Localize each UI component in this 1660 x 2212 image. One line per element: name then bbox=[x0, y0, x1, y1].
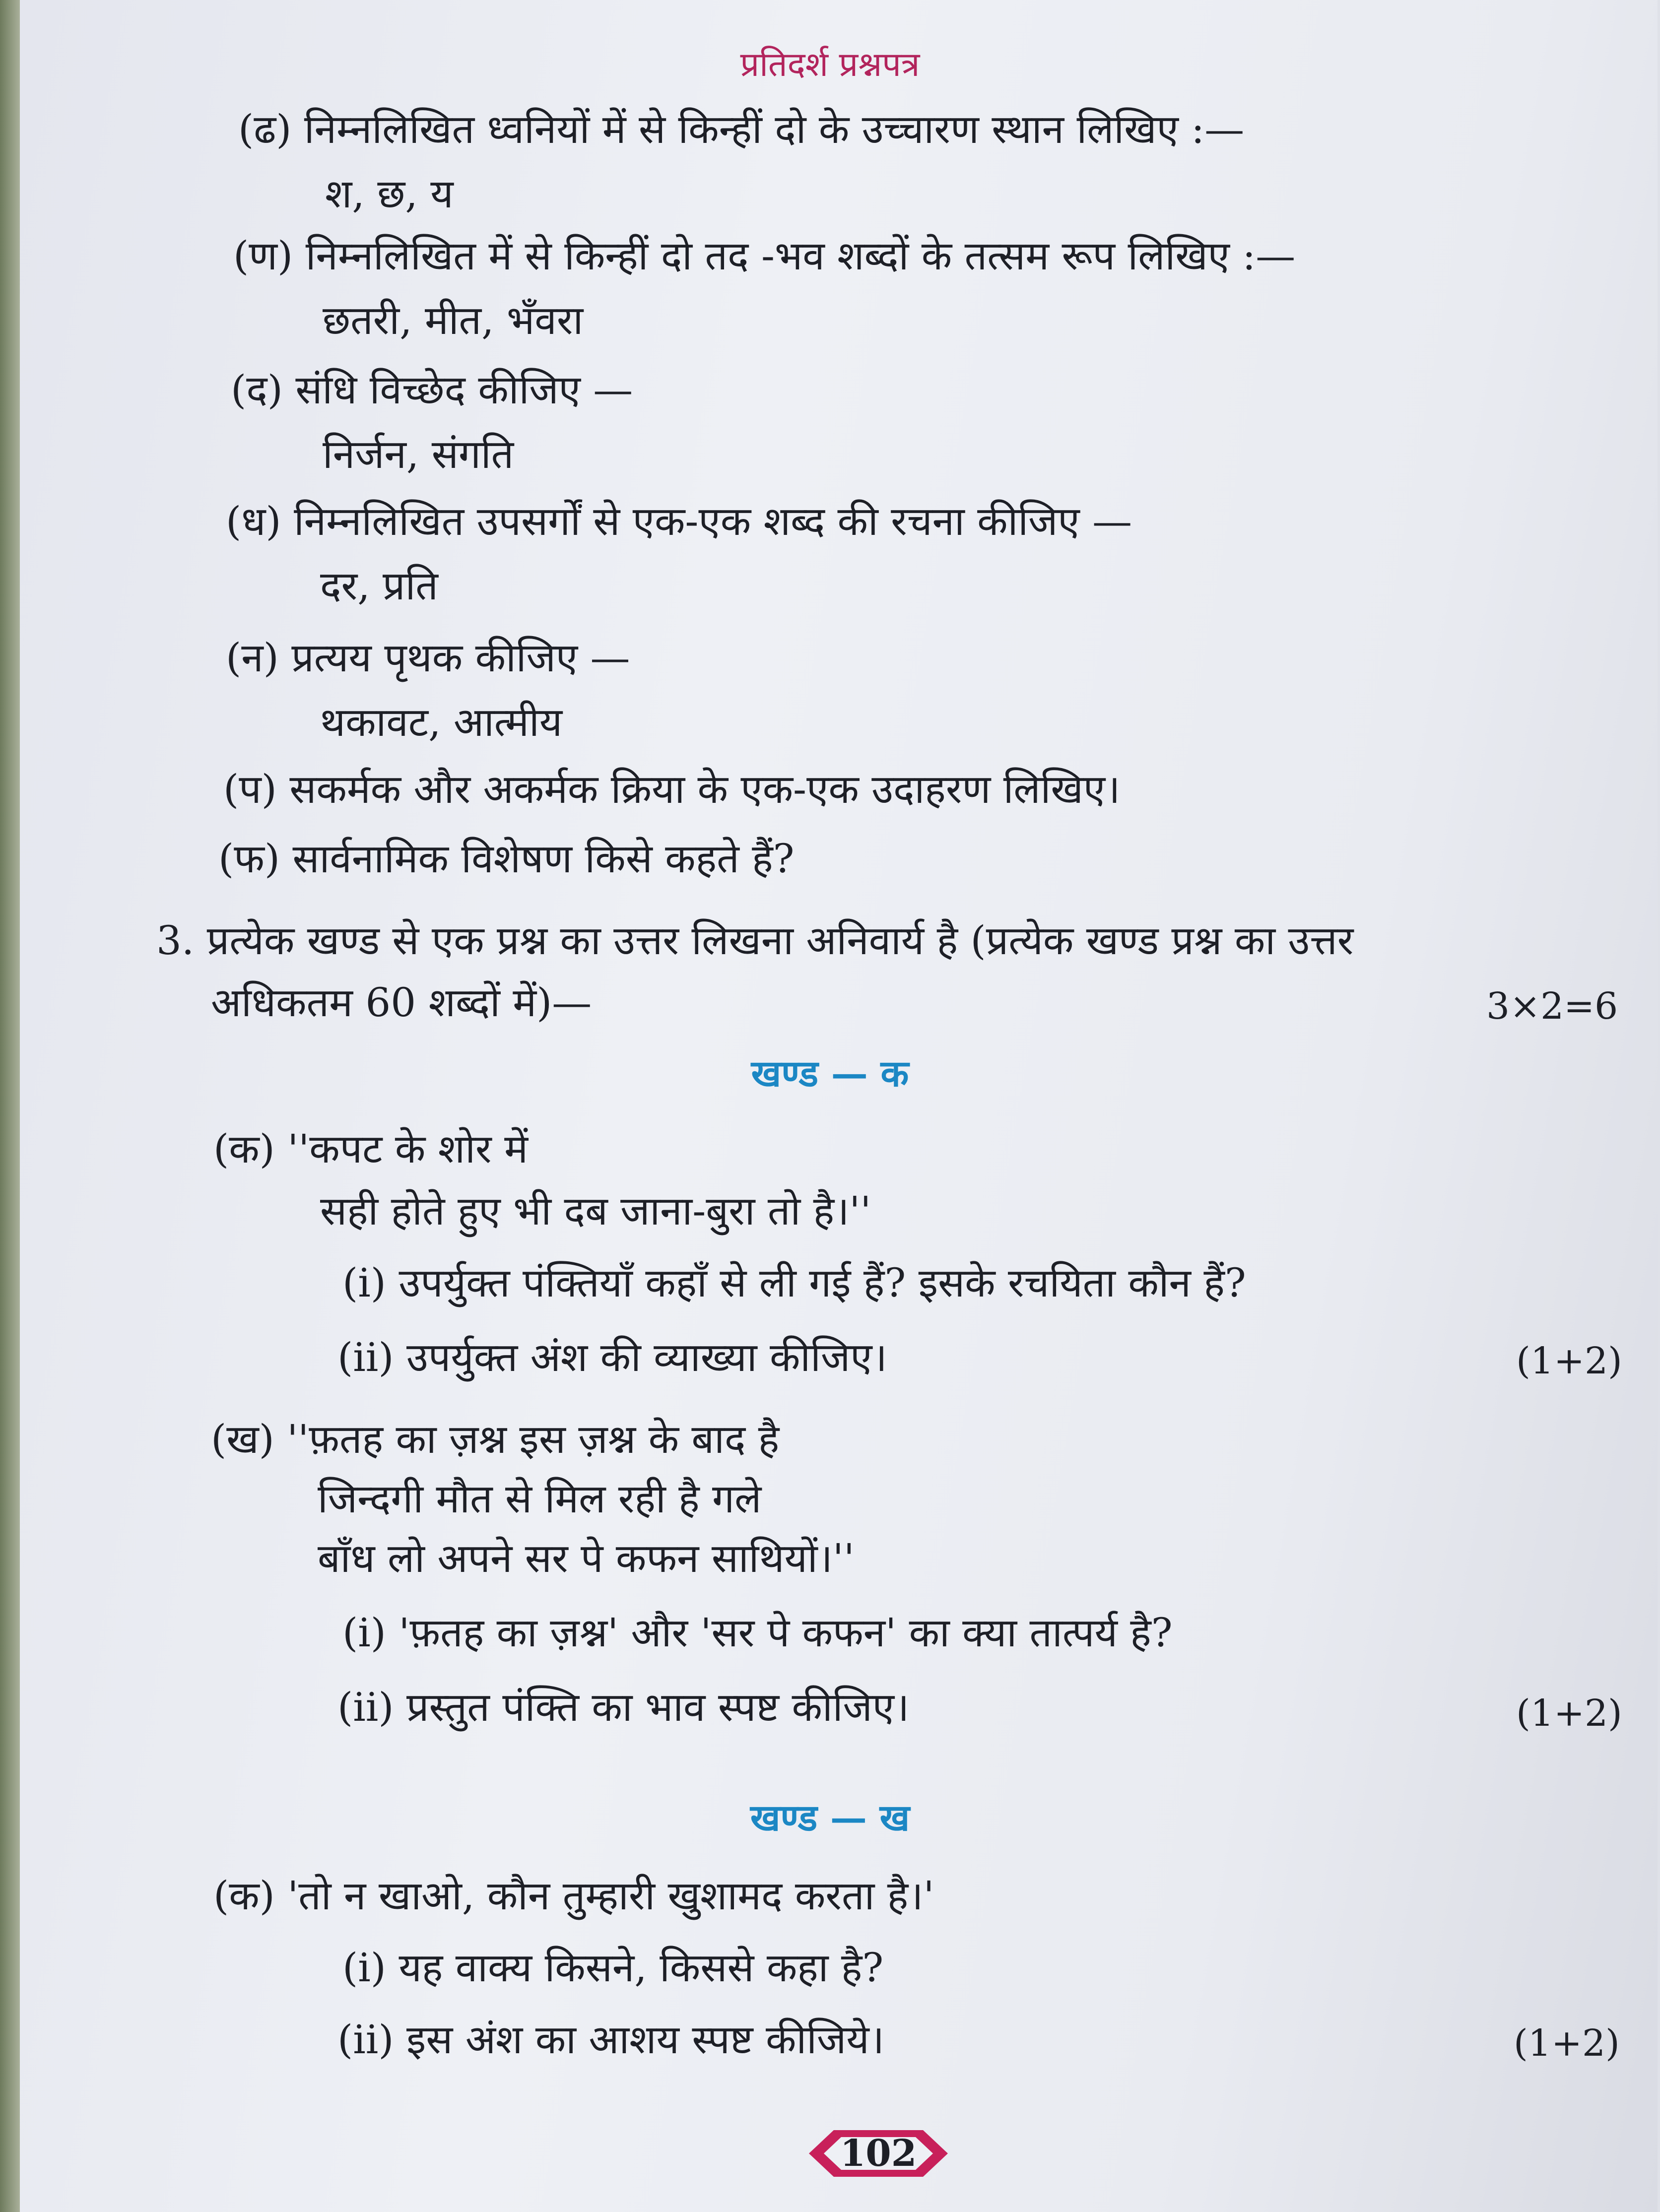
item-dhaa bbox=[226, 499, 1132, 544]
item-text: संधि विच्छेद कीजिए — bbox=[295, 367, 633, 413]
item-text: सार्वनामिक विशेषण किसे कहते हैं? bbox=[292, 836, 795, 882]
item-da bbox=[231, 367, 633, 413]
q3-text: प्रत्येक खण्ड से एक प्रश्न का उत्तर लिखना अनिवार्य है (प्रत्येक खण्ड प्रश्न का उत्तर bbox=[206, 917, 1354, 964]
item-label: (ध) bbox=[226, 498, 281, 544]
item-label: (क) bbox=[213, 1126, 275, 1172]
item-text: प्रत्यय पृथक कीजिए — bbox=[291, 635, 630, 681]
item-pha bbox=[218, 836, 794, 882]
q3-line1 bbox=[156, 918, 1353, 964]
sec-a-kha-line1 bbox=[211, 1417, 779, 1462]
item-label: (ण) bbox=[233, 233, 293, 279]
sub-question-i: (i) 'फ़तह का ज़श्न' और 'सर पे कफन' का क्या तात्पर्य है? bbox=[342, 1610, 1173, 1656]
item-nna bbox=[226, 635, 630, 681]
sub-question-ii: (ii) प्रस्तुत पंक्ति का भाव स्पष्ट कीजिए। bbox=[337, 1684, 910, 1730]
item-sub: निर्जन, संगति bbox=[323, 431, 514, 477]
item-sub: थकावट, आत्मीय bbox=[320, 699, 563, 745]
marks-label: (1+2) bbox=[1516, 1692, 1622, 1735]
item-label: (द) bbox=[231, 367, 283, 413]
item-pa bbox=[223, 767, 1120, 812]
quote-line: 'तो न खाओ, कौन तुम्हारी खुशामद करता है।' bbox=[287, 1873, 934, 1919]
item-text: सकर्मक और अकर्मक क्रिया के एक-एक उदाहरण लिखिए। bbox=[289, 766, 1121, 812]
item-dha bbox=[238, 107, 1244, 152]
page-number-badge bbox=[804, 2126, 953, 2181]
sub-question-ii: (ii) उपर्युक्त अंश की व्याख्या कीजिए। bbox=[337, 1334, 887, 1380]
q3-line2: अधिकतम 60 शब्दों में)— bbox=[211, 979, 592, 1026]
quote-line: सही होते हुए भी दब जाना-बुरा तो है।'' bbox=[320, 1188, 871, 1234]
book-edge bbox=[0, 0, 20, 2212]
sub-question-i: (i) यह वाक्य किसने, किससे कहा है? bbox=[342, 1945, 884, 1991]
item-label: (क) bbox=[213, 1873, 275, 1919]
item-text: निम्नलिखित ध्वनियों में से किन्हीं दो के उच्चारण स्थान लिखिए :— bbox=[304, 106, 1245, 152]
sec-a-ka-line1 bbox=[213, 1126, 528, 1172]
quote-line: जिन्दगी मौत से मिल रही है गले bbox=[318, 1476, 762, 1522]
sub-question-ii: (ii) इस अंश का आशय स्पष्ट कीजिये। bbox=[337, 2017, 885, 2063]
item-text: निम्नलिखित में से किन्हीं दो तद -भव शब्दों के तत्सम रूप लिखिए :— bbox=[305, 233, 1296, 279]
item-label: (न) bbox=[226, 635, 279, 681]
sec-b-ka-line bbox=[213, 1873, 934, 1919]
item-label: (फ) bbox=[218, 836, 280, 882]
page-number: 102 bbox=[840, 2132, 917, 2175]
page-heading: प्रतिदर्श प्रश्नपत्र bbox=[740, 45, 920, 84]
item-label: (प) bbox=[223, 766, 277, 812]
item-label: (ख) bbox=[211, 1416, 274, 1462]
q3-number: 3. bbox=[156, 917, 195, 964]
item-sub: दर, प्रति bbox=[320, 563, 438, 609]
sub-question-i: (i) उपर्युक्त पंक्तियाँ कहाँ से ली गई हैं? इसके रचयिता कौन हैं? bbox=[342, 1260, 1246, 1306]
section-b-title: खण्ड — ख bbox=[750, 1797, 910, 1839]
item-text: निम्नलिखित उपसर्गों से एक-एक शब्द की रचना कीजिए — bbox=[294, 498, 1132, 544]
quote-line: बाँध लो अपने सर पे कफन साथियों।'' bbox=[318, 1535, 855, 1581]
marks-label: (1+2) bbox=[1514, 2022, 1620, 2065]
item-na bbox=[233, 233, 1295, 279]
quote-line: ''कपट के शोर में bbox=[287, 1126, 528, 1172]
marks-label: (1+2) bbox=[1516, 1340, 1622, 1382]
section-a-title: खण्ड — क bbox=[751, 1052, 909, 1095]
item-sub: श, छ, य bbox=[325, 171, 454, 217]
quote-line: ''फ़तह का ज़श्न इस ज़श्न के बाद है bbox=[287, 1416, 780, 1462]
item-label: (ढ) bbox=[238, 106, 292, 152]
item-sub: छतरी, मीत, भँवरा bbox=[323, 297, 584, 343]
q3-marks: 3×2=6 bbox=[1486, 985, 1618, 1028]
